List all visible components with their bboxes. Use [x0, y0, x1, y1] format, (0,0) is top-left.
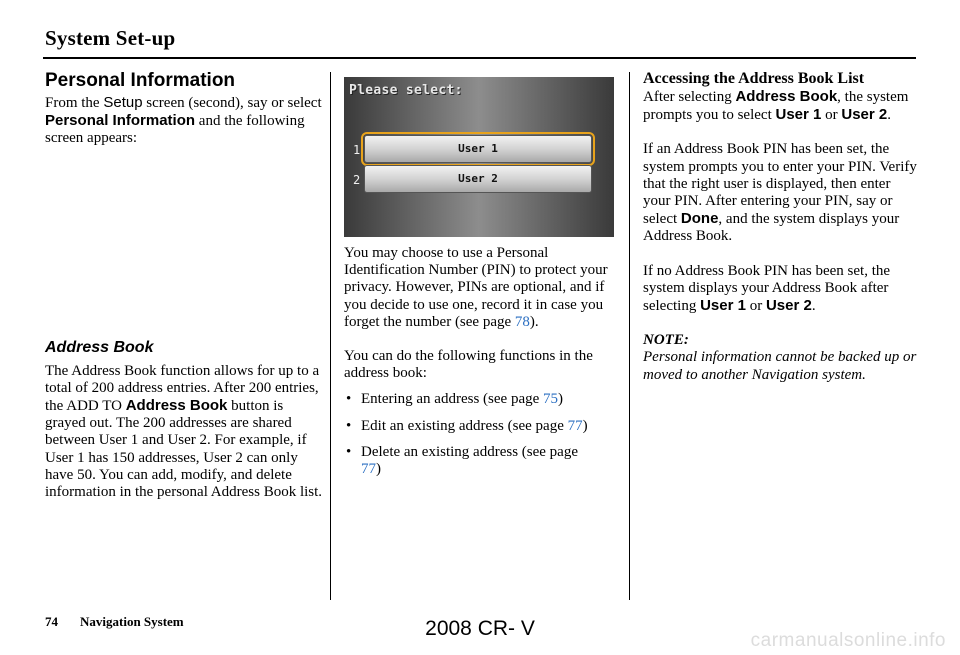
user-select-screen	[344, 77, 614, 237]
user-1-button[interactable]: User 1	[364, 135, 592, 163]
page-link[interactable]: 75	[543, 391, 559, 408]
page-link[interactable]: 78	[514, 313, 530, 330]
user-1-term: User 1	[775, 106, 822, 124]
functions-list	[344, 391, 622, 478]
screen-title: Please select:	[349, 83, 463, 98]
list-item: • Delete an existing address (see page 77)	[344, 444, 581, 478]
screen-item-number: 2	[353, 173, 361, 187]
intro-paragraph: From the Setup screen (second), say or select Personal Information and the following screen appears:	[45, 94, 322, 147]
model-watermark: 2008 CR- V	[425, 617, 535, 640]
site-watermark: carmanualsonline.info	[750, 630, 946, 651]
personal-information-term: Personal Information	[45, 112, 196, 130]
column-divider-right	[629, 72, 630, 600]
pin-set-paragraph: If an Address Book PIN has been set, the system prompts you to enter your PIN. Verify that the right user is displayed, then enter your PIN. After entering your PIN, say or select Done, and the system displays your Address Book.	[643, 141, 917, 245]
screen-item-number: 1	[353, 143, 361, 157]
page-link[interactable]: 77	[567, 417, 583, 434]
user-2-term: User 2	[765, 297, 812, 315]
personal-information-heading: Personal Information	[45, 70, 236, 91]
header-rule	[43, 57, 916, 59]
accessing-address-book-heading: Accessing the Address Book List	[643, 70, 865, 87]
pin-paragraph: You may choose to use a Personal Identification Number (PIN) to protect your privacy. However, PINs are optional, and if you decide to use one, record it in case you forget the number (see page 78).	[344, 245, 608, 330]
list-item: • Entering an address (see page 75)	[344, 391, 622, 408]
middle-column	[344, 245, 622, 478]
page-title: System Set-up	[45, 26, 176, 50]
done-term: Done	[680, 210, 719, 228]
address-book-paragraph: The Address Book function allows for up to a total of 200 address entries. After 200 entries, the ADD TO Address Book button is grayed out. The 200 addresses are shared between User 1 and User 2. For example, if User 1 has 150 addresses, User 2 can only have 50. You can add, modify, and delete information in the personal Address Book list.	[45, 362, 323, 501]
footer-title: Navigation System	[80, 614, 184, 629]
functions-paragraph: You can do the following functions in the address book:	[344, 348, 593, 382]
setup-term: Setup	[103, 94, 143, 111]
no-pin-paragraph: If no Address Book PIN has been set, the system displays your Address Book after selecting User 1 or User 2.	[643, 262, 891, 315]
address-book-term: Address Book	[735, 88, 838, 105]
page-number: 74	[45, 614, 58, 629]
user-1-term: User 1	[700, 297, 746, 315]
note-text: Personal information cannot be backed up or moved to another Navigation system.	[643, 349, 917, 383]
user-2-button[interactable]: User 2	[364, 165, 592, 193]
address-book-term: Address Book	[125, 397, 228, 415]
page-link[interactable]: 77	[361, 461, 376, 478]
left-column	[45, 70, 325, 501]
user-2-term: User 2	[841, 106, 888, 124]
after-selecting-paragraph: After selecting Address Book, the system prompts you to select User 1 or User 2.	[643, 88, 909, 124]
column-divider-left	[330, 72, 331, 600]
address-book-subheading: Address Book	[45, 338, 154, 356]
list-item: • Edit an existing address (see page 77)	[344, 418, 622, 435]
note-label: NOTE:	[643, 332, 689, 349]
right-column	[643, 70, 918, 384]
